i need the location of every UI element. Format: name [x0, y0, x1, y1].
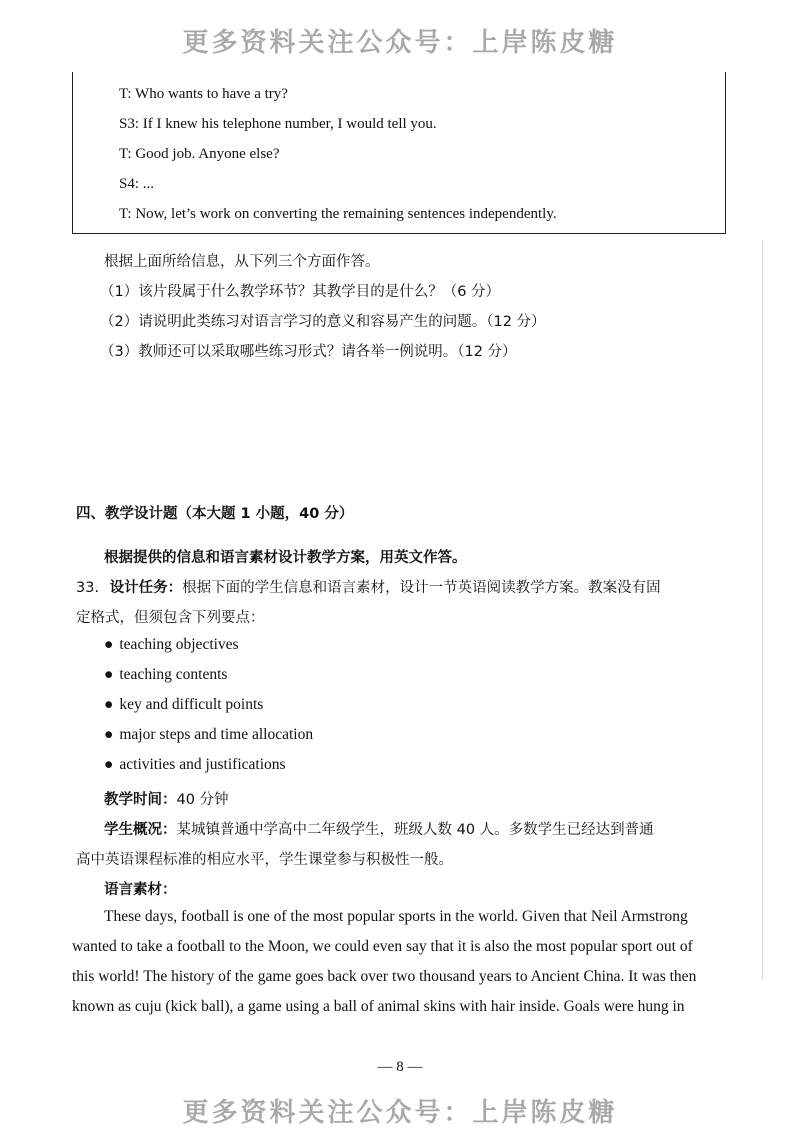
task-line [76, 576, 661, 597]
watermark-top: 更多资料关注公众号：上岸陈皮糖 [182, 28, 618, 58]
material-line: known as cuju (kick ball), a game using a ball of animal skins with hair inside. Goals were hung in [72, 998, 685, 1015]
bullet-icon: ● [104, 756, 114, 773]
page-number: — 8 — [377, 1059, 423, 1075]
material-line: this world! The history of the game goes back over two thousand years to Ancient China. It was then [72, 968, 697, 985]
section-instruction: 根据提供的信息和语言素材设计教学方案，用英文作答。 [104, 550, 467, 566]
bullet-icon: ● [104, 636, 114, 653]
watermark-bottom: 更多资料关注公众号：上岸陈皮糖 [182, 1098, 618, 1128]
students-label: 学生概况： [104, 822, 177, 838]
bullet-icon: ● [104, 666, 114, 683]
dialogue-line: T: Good job. Anyone else? [119, 146, 280, 162]
bullet-item: ● teaching contents [104, 666, 228, 683]
section-heading: 四、教学设计题（本大题 1 小题，40 分） [76, 506, 354, 522]
dialogue-line: S4: ... [119, 176, 155, 192]
bullet-item: ● major steps and time allocation [104, 726, 314, 743]
bullet-item: ● activities and justifications [104, 756, 286, 773]
margin-line [762, 240, 763, 980]
task-label: 设计任务： [109, 580, 183, 596]
dialogue-line: T: Who wants to have a try? [119, 86, 288, 102]
student-profile [104, 818, 654, 839]
bullet-item: ● key and difficult points [104, 696, 264, 713]
question-item: （2）请说明此类练习对语言学习的意义和容易产生的问题。（12 分） [100, 314, 546, 330]
material-label: 语言素材： [104, 882, 177, 898]
question-intro: 根据上面所给信息，从下列三个方面作答。 [104, 254, 380, 270]
material-line: These days, football is one of the most popular sports in the world. Given that Neil Armstrong [104, 908, 688, 925]
teaching-time [104, 788, 229, 809]
question-item: （3）教师还可以采取哪些练习形式？请各举一例说明。（12 分） [100, 344, 517, 360]
dialogue-box [72, 72, 726, 234]
bullet-item: ● teaching objectives [104, 636, 239, 653]
bullet-icon: ● [104, 726, 114, 743]
task-number: 33. [76, 580, 100, 596]
task-text-continued: 定格式，但须包含下列要点： [76, 610, 265, 626]
dialogue-line: T: Now, let’s work on converting the remaining sentences independently. [119, 206, 557, 222]
dialogue-line: S3: If I knew his telephone number, I would tell you. [119, 116, 437, 132]
material-line: wanted to take a football to the Moon, we could even say that it is also the most popular sport out of [72, 938, 693, 955]
bullet-icon: ● [104, 696, 114, 713]
time-label: 教学时间： [104, 792, 177, 808]
time-value: 40 分钟 [176, 792, 229, 808]
question-item: （1）该片段属于什么教学环节？其教学目的是什么？（6 分） [100, 284, 501, 300]
students-text: 某城镇普通中学高中二年级学生，班级人数 40 人。多数学生已经达到普通 [176, 822, 654, 838]
task-text: 根据下面的学生信息和语言素材，设计一节英语阅读教学方案。教案没有固 [182, 580, 661, 596]
student-profile-continued: 高中英语课程标准的相应水平，学生课堂参与积极性一般。 [76, 852, 453, 868]
